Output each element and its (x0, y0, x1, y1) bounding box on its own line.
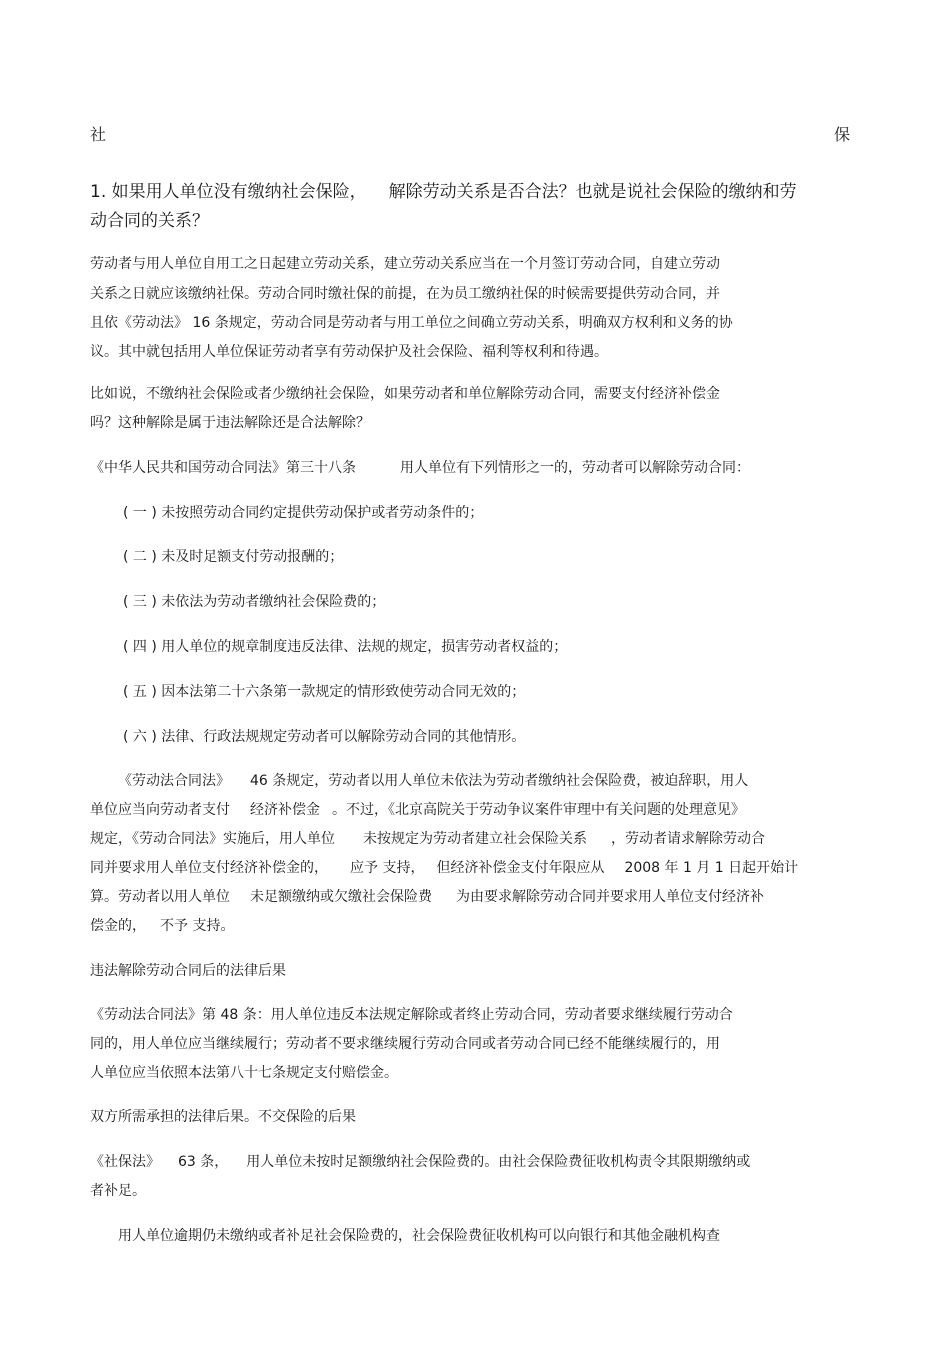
paragraph-line: 人单位应当依照本法第八十七条规定支付赔偿金。 (90, 1065, 398, 1081)
paragraph-line: 比如说，不缴纳社会保险或者少缴纳社会保险，如果劳动者和单位解除劳动合同，需要支付经济补偿金 (90, 386, 720, 402)
paragraph-line: 劳动者与用人单位自用工之日起建立劳动关系，建立劳动关系应当在一个月签订劳动合同，自建立劳动 (90, 256, 720, 272)
question-heading-line-2: 动合同的关系？ (90, 211, 209, 231)
paragraph-line: 单位应当向劳动者支付 经济补偿金 。不过，《北京高院关于劳动争议案件审理中有关问题的处理意见》 (90, 802, 745, 818)
header-right-char: 保 (834, 125, 851, 144)
paragraph-line: 者补足。 (90, 1183, 146, 1199)
list-item: ( 五 ) 因本法第二十六条第一款规定的情形致使劳动合同无效的； (123, 684, 526, 700)
paragraph-line: 《社保法》 63 条， 用人单位未按时足额缴纳社会保险费的。由社会保险费征收机构责令其限期缴纳或 (90, 1154, 751, 1170)
paragraph-line: 同并要求用人单位支付经济补偿金的， 应予 支持， 但经济补偿金支付年限应从 2008 年 1 月 1 日起开始计 (90, 860, 799, 876)
list-item: ( 二 ) 未及时足额支付劳动报酬的； (123, 549, 344, 565)
law-article-intro: 《中华人民共和国劳动合同法》第三十八条 用人单位有下列情形之一的，劳动者可以解除劳动合同： (90, 460, 750, 476)
paragraph-line: 议。其中就包括用人单位保证劳动者享有劳动保护及社会保险、福利等权利和待遇。 (90, 344, 608, 360)
list-item: ( 一 ) 未按照劳动合同约定提供劳动保护或者劳动条件的； (123, 505, 484, 521)
question-heading-line-1: 1. 如果用人单位没有缴纳社会保险， 解除劳动关系是否合法？也就是说社会保险的缴纳和劳 (90, 182, 797, 202)
list-item: ( 六 ) 法律、行政法规规定劳动者可以解除劳动合同的其他情形。 (123, 729, 526, 745)
section-heading: 违法解除劳动合同后的法律后果 (90, 963, 286, 979)
list-item: ( 三 ) 未依法为劳动者缴纳社会保险费的； (123, 594, 386, 610)
section-heading: 双方所需承担的法律后果。不交保险的后果 (90, 1109, 356, 1125)
list-item: ( 四 ) 用人单位的规章制度违反法律、法规的规定，损害劳动者权益的； (123, 639, 568, 655)
paragraph-line: 《劳动法合同法》第 48 条：用人单位违反本法规定解除或者终止劳动合同，劳动者要求继续履行劳动合 (90, 1007, 733, 1023)
header-left-char: 社 (90, 125, 107, 144)
paragraph-line: 算。劳动者以用人单位 未足额缴纳或欠缴社会保险费 为由要求解除劳动合同并要求用人单位支付经济补 (90, 889, 764, 905)
paragraph-line: 且依《劳动法》 16 条规定，劳动合同是劳动者与用工单位之间确立劳动关系，明确双方权利和义务的协 (90, 315, 733, 331)
paragraph-line: 同的，用人单位应当继续履行；劳动者不要求继续履行劳动合同或者劳动合同已经不能继续履行的，用 (90, 1036, 720, 1052)
paragraph-line: 关系之日就应该缴纳社保。劳动合同时缴社保的前提，在为员工缴纳社保的时候需要提供劳动合同，并 (90, 286, 720, 302)
paragraph-line: 《劳动法合同法》 46 条规定，劳动者以用人单位未依法为劳动者缴纳社会保险费，被迫辞职，用人 (118, 773, 749, 789)
paragraph-line: 规定，《劳动合同法》实施后，用人单位 未按规定为劳动者建立社会保险关系 ，劳动者请求解除劳动合 (90, 831, 765, 847)
paragraph-line: 用人单位逾期仍未缴纳或者补足社会保险费的，社会保险费征收机构可以向银行和其他金融机构查 (118, 1228, 720, 1244)
paragraph-line: 吗？这种解除是属于违法解除还是合法解除？ (90, 415, 370, 431)
paragraph-line: 偿金的， 不予 支持。 (90, 918, 235, 934)
